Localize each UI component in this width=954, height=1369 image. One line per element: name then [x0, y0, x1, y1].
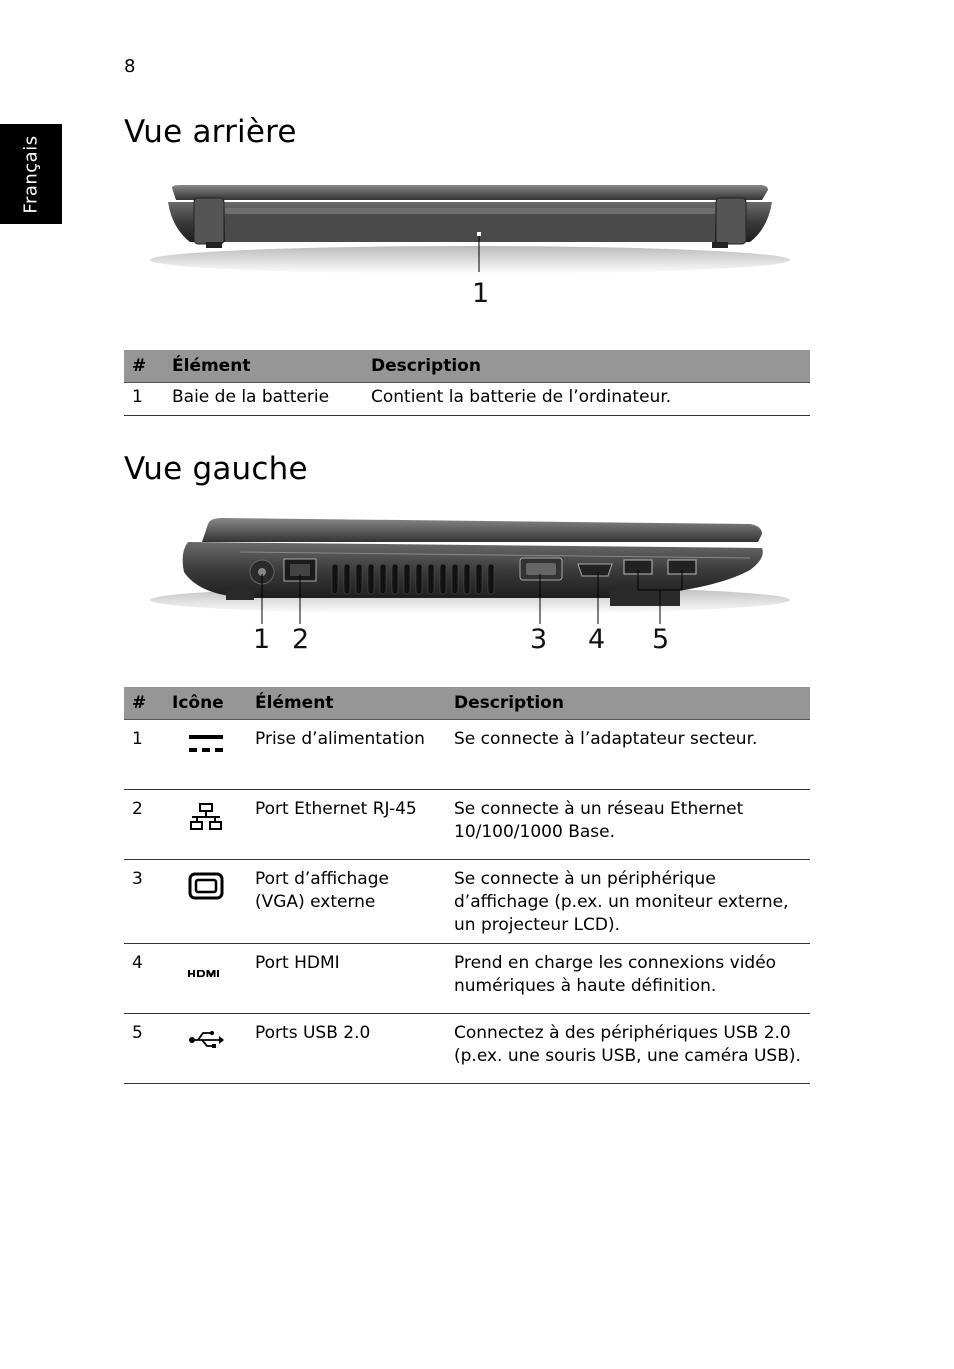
callout-left-5: 5	[652, 624, 670, 655]
row-description: Contient la batterie de l’ordinateur.	[363, 383, 810, 416]
left-view-illustration	[150, 512, 800, 662]
table-row	[124, 860, 810, 944]
row-num: 1	[124, 383, 164, 416]
laptop-left-drawing	[150, 512, 800, 662]
row-icon-cell	[164, 944, 247, 1014]
dc-power-icon	[188, 732, 224, 756]
row-item: Port HDMI	[247, 944, 446, 1014]
row-item: Prise d’alimentation	[247, 720, 446, 790]
language-tab-label: Français	[20, 134, 42, 214]
left-view-title: Vue gauche	[124, 451, 308, 487]
col-item: Élément	[164, 350, 363, 383]
row-item: Ports USB 2.0	[247, 1014, 446, 1084]
table-row	[124, 383, 810, 416]
rear-view-title: Vue arrière	[124, 114, 297, 150]
table-row	[124, 790, 810, 860]
row-num: 1	[124, 720, 164, 790]
row-item: Port Ethernet RJ-45	[247, 790, 446, 860]
row-description: Se connecte à un réseau Ethernet 10/100/1000 Base.	[446, 790, 810, 860]
language-tab	[0, 124, 62, 224]
col-num: #	[124, 350, 164, 383]
table-header-row	[124, 350, 810, 383]
row-icon-cell	[164, 790, 247, 860]
col-description: Description	[446, 687, 810, 720]
col-item: Élément	[247, 687, 446, 720]
row-num: 2	[124, 790, 164, 860]
hdmi-icon	[187, 956, 225, 982]
row-item: Port d’affichage (VGA) externe	[247, 860, 446, 944]
page-number: 8	[124, 56, 136, 77]
col-num: #	[124, 687, 164, 720]
rear-view-table	[124, 350, 810, 416]
callout-left-2: 2	[292, 624, 310, 655]
ethernet-icon	[188, 802, 224, 832]
callout-left-1: 1	[253, 624, 271, 655]
row-num: 3	[124, 860, 164, 944]
table-row	[124, 720, 810, 790]
usb-icon	[187, 1026, 225, 1052]
row-item: Baie de la batterie	[164, 383, 363, 416]
rear-view-illustration	[150, 180, 800, 310]
row-num: 5	[124, 1014, 164, 1084]
row-description: Se connecte à un périphérique d’affichage (p.ex. un moniteur externe, un projecteur LCD).	[446, 860, 810, 944]
table-row	[124, 944, 810, 1014]
row-num: 4	[124, 944, 164, 1014]
row-icon-cell	[164, 860, 247, 944]
row-icon-cell	[164, 1014, 247, 1084]
row-description: Prend en charge les connexions vidéo numériques à haute définition.	[446, 944, 810, 1014]
col-icon: Icône	[164, 687, 247, 720]
table-header-row	[124, 687, 810, 720]
row-description: Se connecte à l’adaptateur secteur.	[446, 720, 810, 790]
left-view-table	[124, 687, 810, 1084]
col-description: Description	[363, 350, 810, 383]
vga-icon	[188, 872, 224, 900]
callout-left-4: 4	[588, 624, 606, 655]
table-row	[124, 1014, 810, 1084]
row-description: Connectez à des périphériques USB 2.0 (p.ex. une souris USB, une caméra USB).	[446, 1014, 810, 1084]
callout-rear-1: 1	[472, 278, 490, 309]
callout-left-3: 3	[530, 624, 548, 655]
row-icon-cell	[164, 720, 247, 790]
